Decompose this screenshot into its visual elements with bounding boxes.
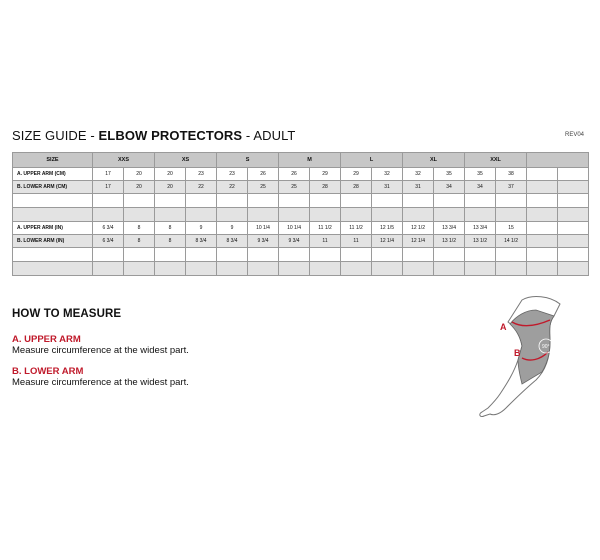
table-cell: 25 <box>248 181 279 194</box>
table-cell: 12 1/4 <box>372 235 403 248</box>
empty-cell <box>93 194 124 208</box>
empty-cell <box>465 208 496 222</box>
table-cell: 28 <box>310 181 341 194</box>
row-upper-arm-in <box>13 222 589 235</box>
empty-cell <box>403 248 434 262</box>
empty-cell <box>310 208 341 222</box>
label-a: A <box>500 322 507 332</box>
empty-cell <box>186 262 217 276</box>
size-table <box>12 152 589 276</box>
empty-row <box>13 194 589 208</box>
table-cell: 11 1/2 <box>341 222 372 235</box>
empty-cell <box>186 194 217 208</box>
empty-cell <box>403 208 434 222</box>
empty-cell <box>186 248 217 262</box>
empty-cell <box>155 248 186 262</box>
table-cell: 28 <box>341 181 372 194</box>
empty-cell <box>465 194 496 208</box>
empty-cell <box>93 208 124 222</box>
size-xs: XS <box>155 153 217 168</box>
lower-arm-desc: Measure circumference at the widest part. <box>12 377 189 388</box>
empty-cell <box>434 194 465 208</box>
empty-cell <box>403 194 434 208</box>
table-cell <box>558 222 589 235</box>
table-cell: 13 1/2 <box>465 235 496 248</box>
row-label: A. UPPER ARM (CM) <box>13 168 93 181</box>
table-cell: 29 <box>341 168 372 181</box>
table-cell: 10 1/4 <box>248 222 279 235</box>
table-cell <box>527 168 558 181</box>
table-cell: 26 <box>248 168 279 181</box>
size-s: S <box>217 153 279 168</box>
empty-cell <box>372 208 403 222</box>
empty-cell <box>558 194 589 208</box>
table-cell <box>558 181 589 194</box>
revision-code: REV04 <box>564 132 584 138</box>
row-lower-arm-in <box>13 235 589 248</box>
table-cell: 34 <box>434 181 465 194</box>
empty-row <box>13 208 589 222</box>
table-cell: 17 <box>93 168 124 181</box>
size-header-row <box>13 153 589 168</box>
table-cell: 15 <box>496 222 527 235</box>
table-cell: 8 <box>124 222 155 235</box>
empty-cell <box>124 248 155 262</box>
table-cell: 20 <box>124 168 155 181</box>
row-label: B. LOWER ARM (CM) <box>13 181 93 194</box>
title-row <box>12 128 588 144</box>
table-cell <box>558 235 589 248</box>
table-cell: 9 <box>186 222 217 235</box>
empty-cell <box>217 208 248 222</box>
empty-cell <box>13 262 93 276</box>
empty-cell <box>13 248 93 262</box>
empty-cell <box>248 208 279 222</box>
row-label: B. LOWER ARM (IN) <box>13 235 93 248</box>
empty-cell <box>310 194 341 208</box>
size-xxs: XXS <box>93 153 155 168</box>
table-cell: 12 1/5 <box>372 222 403 235</box>
empty-cell <box>434 262 465 276</box>
table-cell: 12 1/4 <box>403 235 434 248</box>
size-xxl: XXL <box>465 153 527 168</box>
empty-cell <box>558 262 589 276</box>
arm-diagram <box>470 290 580 430</box>
empty-cell <box>527 262 558 276</box>
empty-cell <box>248 262 279 276</box>
empty-cell <box>124 208 155 222</box>
table-cell: 6 3/4 <box>93 235 124 248</box>
elbow-angle-label: 90° <box>542 344 550 350</box>
empty-row <box>13 262 589 276</box>
empty-cell <box>465 262 496 276</box>
empty-cell <box>341 208 372 222</box>
table-cell: 17 <box>93 181 124 194</box>
empty-cell <box>496 208 527 222</box>
empty-cell <box>403 262 434 276</box>
table-cell: 34 <box>465 181 496 194</box>
table-cell: 35 <box>434 168 465 181</box>
table-cell: 31 <box>403 181 434 194</box>
row-label: A. UPPER ARM (IN) <box>13 222 93 235</box>
empty-cell <box>310 248 341 262</box>
table-cell: 13 3/4 <box>434 222 465 235</box>
empty-cell <box>372 248 403 262</box>
table-cell: 35 <box>465 168 496 181</box>
empty-cell <box>279 262 310 276</box>
empty-cell <box>279 194 310 208</box>
empty-cell <box>496 262 527 276</box>
size-xl: XL <box>403 153 465 168</box>
table-cell <box>527 181 558 194</box>
table-cell: 9 3/4 <box>248 235 279 248</box>
empty-cell <box>248 194 279 208</box>
table-cell: 29 <box>310 168 341 181</box>
table-cell: 9 <box>217 222 248 235</box>
empty-cell <box>558 248 589 262</box>
size-l: L <box>341 153 403 168</box>
table-cell: 31 <box>372 181 403 194</box>
empty-cell <box>124 194 155 208</box>
table-cell: 20 <box>155 181 186 194</box>
empty-cell <box>217 194 248 208</box>
how-to-measure-section <box>12 308 352 398</box>
table-cell <box>527 222 558 235</box>
page-title: SIZE GUIDE - ELBOW PROTECTORS - ADULT <box>12 128 296 143</box>
table-cell: 38 <box>496 168 527 181</box>
row-upper-arm-cm <box>13 168 589 181</box>
table-cell: 9 3/4 <box>279 235 310 248</box>
table-cell: 22 <box>217 181 248 194</box>
table-cell: 14 1/2 <box>496 235 527 248</box>
empty-cell <box>155 194 186 208</box>
empty-cell <box>434 248 465 262</box>
table-cell: 20 <box>155 168 186 181</box>
empty-cell <box>527 194 558 208</box>
table-cell: 11 <box>310 235 341 248</box>
empty-cell <box>341 262 372 276</box>
how-to-measure-heading: HOW TO MEASURE <box>12 308 122 320</box>
empty-cell <box>434 208 465 222</box>
empty-cell <box>341 194 372 208</box>
table-cell: 22 <box>186 181 217 194</box>
empty-cell <box>372 262 403 276</box>
empty-cell <box>93 248 124 262</box>
table-cell: 23 <box>186 168 217 181</box>
empty-cell <box>217 262 248 276</box>
lower-arm-title: B. LOWER ARM <box>12 366 84 377</box>
empty-cell <box>13 208 93 222</box>
row-lower-arm-cm <box>13 181 589 194</box>
empty-cell <box>13 194 93 208</box>
upper-arm-desc: Measure circumference at the widest part. <box>12 345 189 356</box>
empty-cell <box>279 248 310 262</box>
empty-cell <box>124 262 155 276</box>
empty-cell <box>310 262 341 276</box>
empty-cell <box>496 248 527 262</box>
table-cell: 11 <box>341 235 372 248</box>
empty-cell <box>341 248 372 262</box>
upper-arm-title: A. UPPER ARM <box>12 334 81 345</box>
empty-cell <box>248 248 279 262</box>
table-cell: 23 <box>217 168 248 181</box>
empty-row <box>13 248 589 262</box>
table-cell: 32 <box>372 168 403 181</box>
table-cell: 8 3/4 <box>217 235 248 248</box>
label-b: B <box>514 348 521 358</box>
table-cell: 8 3/4 <box>186 235 217 248</box>
empty-cell <box>217 248 248 262</box>
table-cell: 11 1/2 <box>310 222 341 235</box>
empty-cell <box>372 194 403 208</box>
table-cell: 37 <box>496 181 527 194</box>
table-cell: 32 <box>403 168 434 181</box>
empty-cell <box>155 262 186 276</box>
table-cell: 8 <box>155 222 186 235</box>
empty-cell <box>279 208 310 222</box>
empty-cell <box>155 208 186 222</box>
table-cell: 6 3/4 <box>93 222 124 235</box>
table-cell: 10 1/4 <box>279 222 310 235</box>
empty-cell <box>186 208 217 222</box>
table-cell <box>527 235 558 248</box>
table-cell <box>558 168 589 181</box>
empty-cell <box>465 248 496 262</box>
empty-cell <box>527 208 558 222</box>
empty-cell <box>527 248 558 262</box>
table-cell: 8 <box>124 235 155 248</box>
table-cell: 26 <box>279 168 310 181</box>
table-cell: 12 1/2 <box>403 222 434 235</box>
empty-cell <box>93 262 124 276</box>
table-cell: 13 1/2 <box>434 235 465 248</box>
table-cell: 20 <box>124 181 155 194</box>
empty-cell <box>558 208 589 222</box>
size-m: M <box>279 153 341 168</box>
table-cell: 8 <box>155 235 186 248</box>
table-cell: 25 <box>279 181 310 194</box>
empty-cell <box>496 194 527 208</box>
table-cell: 13 3/4 <box>465 222 496 235</box>
size-empty <box>527 153 589 168</box>
size-header-label: SIZE <box>13 153 93 168</box>
